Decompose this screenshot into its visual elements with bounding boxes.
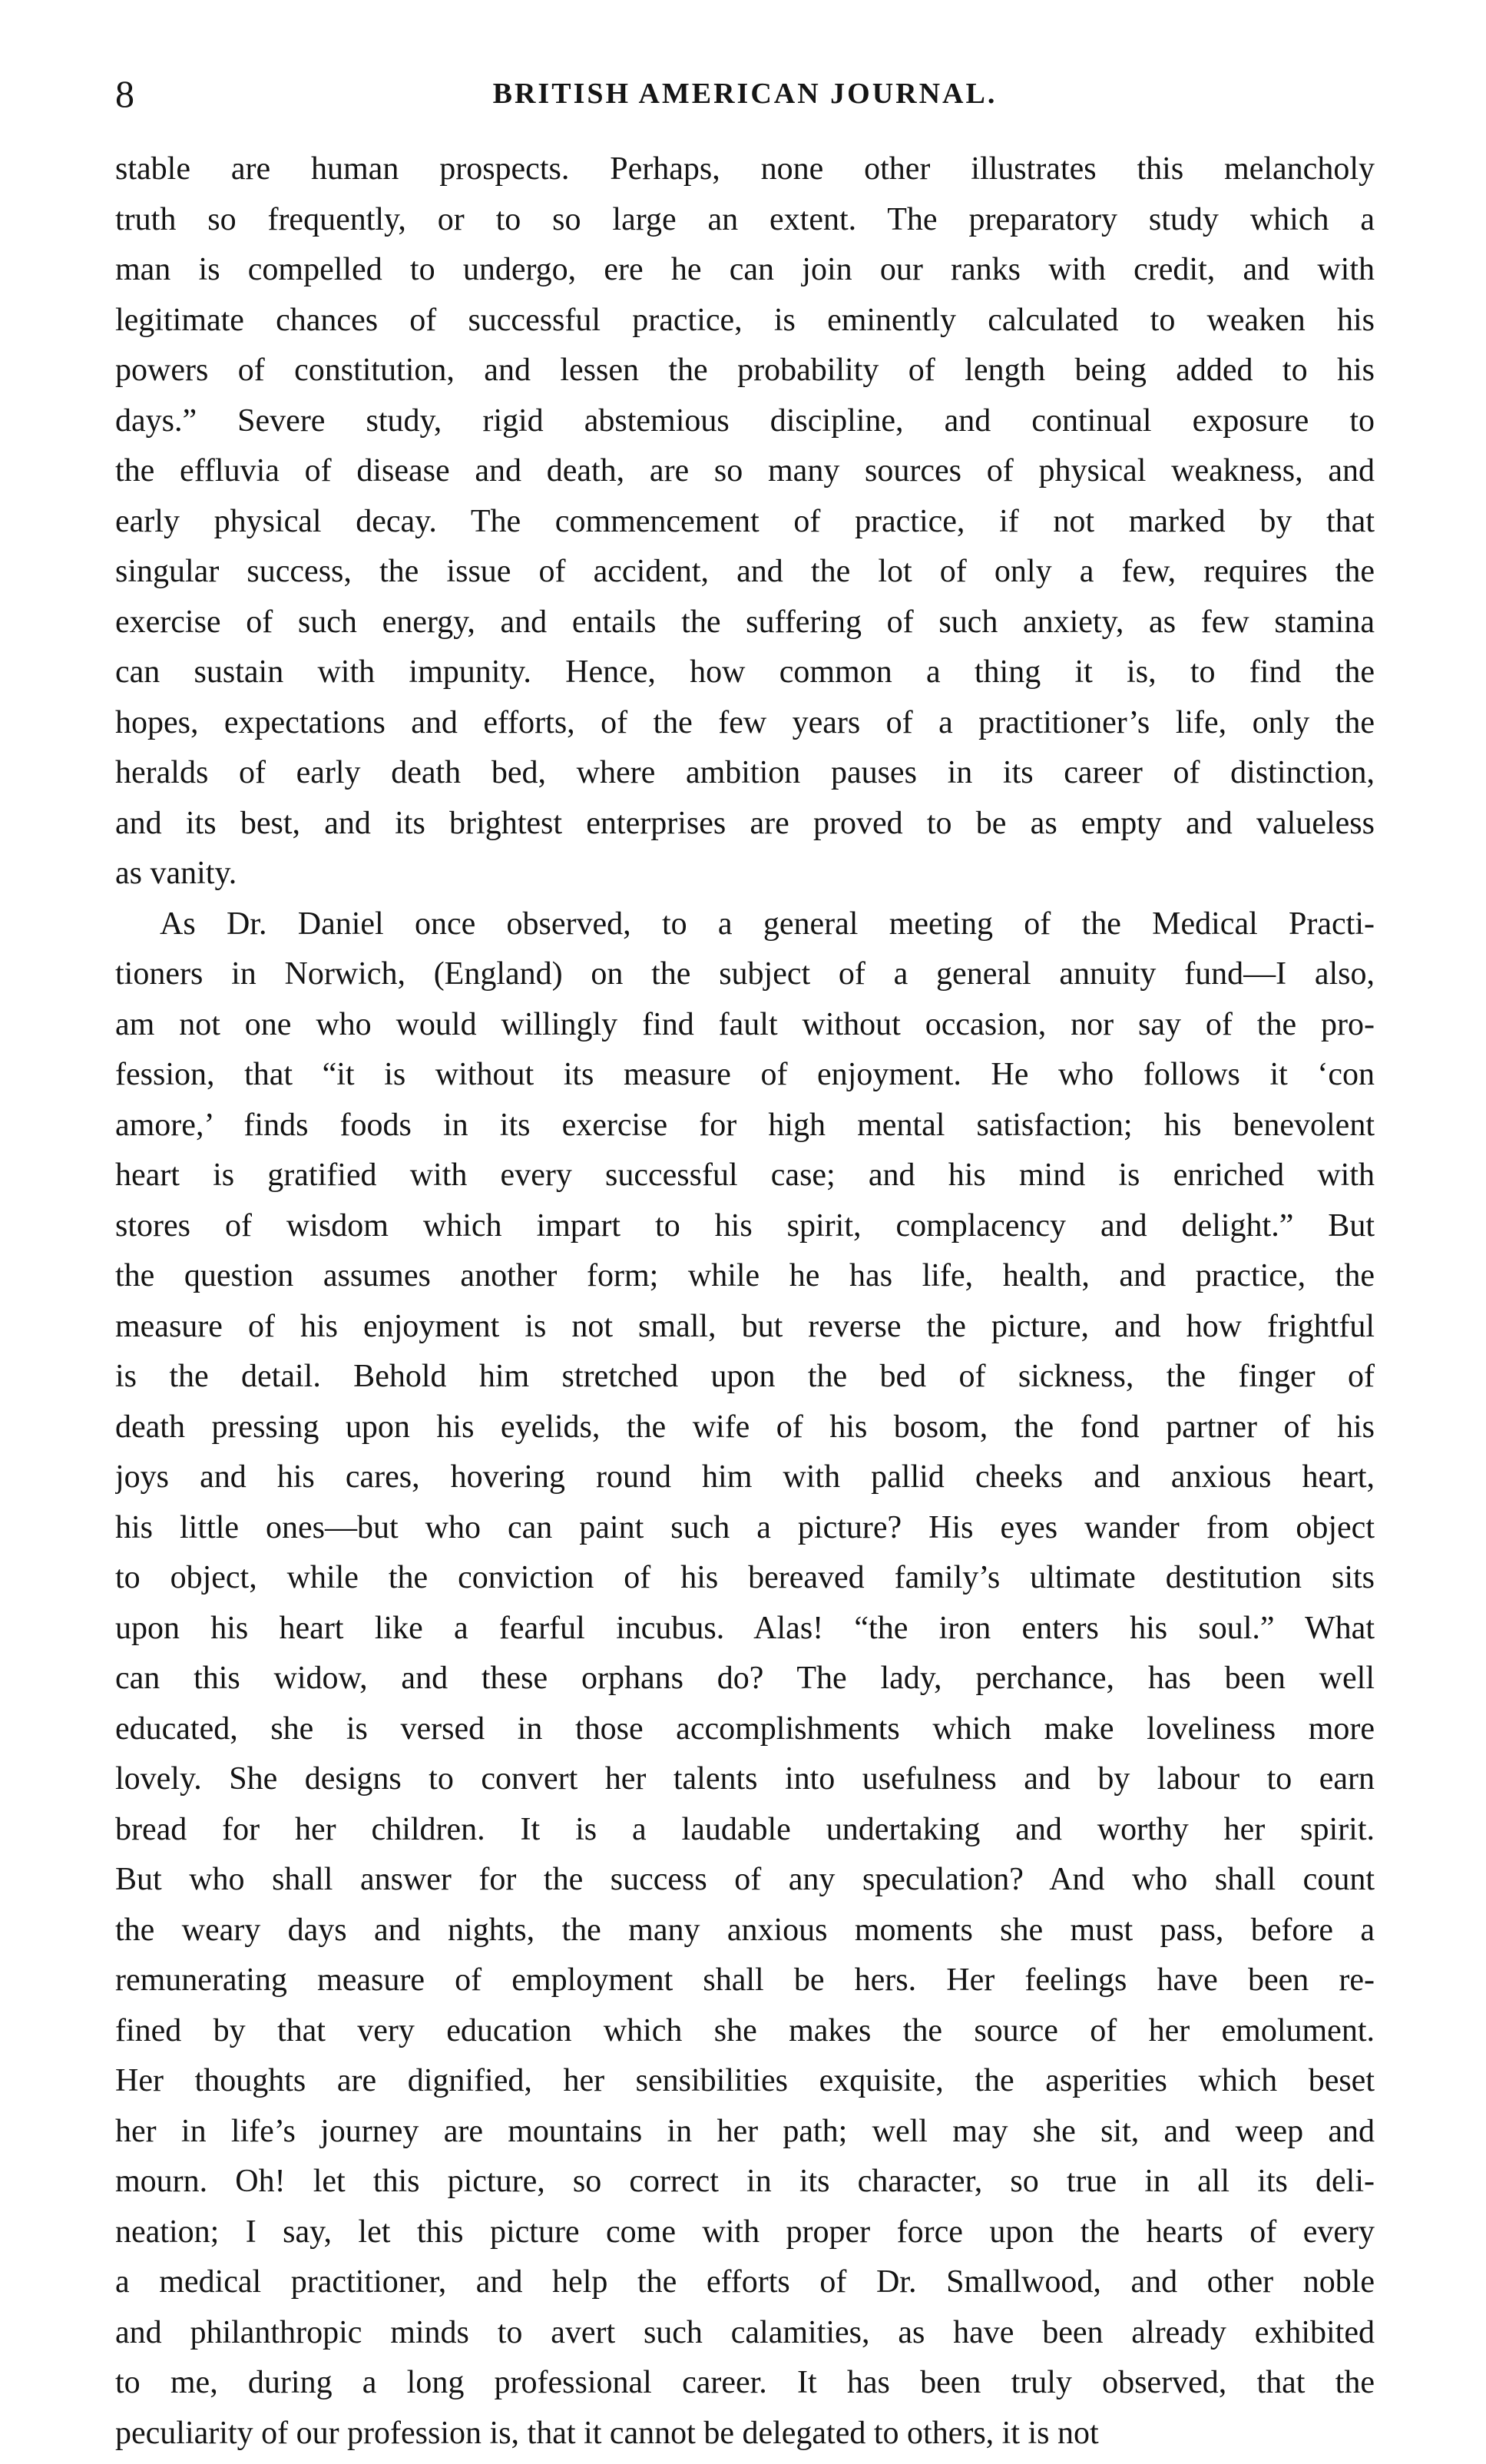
text-line: remunerating measure of employment shall be hers. Her feelings have been re- — [115, 1962, 1375, 1998]
text-line: measure of his enjoyment is not small, but reverse the picture, and how frightful — [115, 1308, 1375, 1344]
page-header — [115, 71, 1375, 117]
text-line: death pressing upon his eyelids, the wife of his bosom, the fond partner of his — [115, 1409, 1375, 1445]
text-line: days.” Severe study, rigid abstemious discipline, and continual exposure to — [115, 402, 1375, 439]
text-line: can this widow, and these orphans do? The lady, perchance, has been well — [115, 1661, 1375, 1696]
text-line: stores of wisdom which impart to his spirit, complacency and delight.” But — [115, 1207, 1375, 1244]
text-line: joys and his cares, hovering round him with pallid cheeks and anxious heart, — [115, 1459, 1375, 1495]
text-line: early physical decay. The commencement of practice, if not marked by that — [115, 503, 1375, 539]
paragraph — [115, 144, 1375, 899]
text-line: powers of constitution, and lessen the probability of length being added to his — [115, 353, 1375, 388]
text-line: legitimate chances of successful practice, is eminently calculated to weaken his — [115, 302, 1375, 338]
text-line: fession, that “it is without its measure of enjoyment. He who follows it ‘con — [115, 1057, 1375, 1092]
text-line: exercise of such energy, and entails the suffering of such anxiety, as few stamina — [115, 604, 1375, 640]
text-line: to object, while the conviction of his bereaved family’s ultimate destitution sits — [115, 1560, 1375, 1595]
text-line: heralds of early death bed, where ambition pauses in its career of distinction, — [115, 755, 1375, 790]
text-line: hopes, expectations and efforts, of the few years of a practitioner’s life, only the — [115, 704, 1375, 740]
text-line: tioners in Norwich, (England) on the subject of a general annuity fund—I also, — [115, 956, 1375, 992]
text-line: truth so frequently, or to so large an extent. The preparatory study which a — [115, 201, 1375, 237]
text-line: mourn. Oh! let this picture, so correct in its character, so true in all its deli- — [115, 2164, 1375, 2199]
body-text — [115, 144, 1375, 2459]
text-line: the question assumes another form; while he has life, health, and practice, the — [115, 1258, 1375, 1293]
text-line: and philanthropic minds to avert such calamities, as have been already exhibited — [115, 2314, 1375, 2350]
text-line: peculiarity of our profession is, that it cannot be delegated to others, it is not — [115, 2415, 1099, 2451]
text-line: lovely. She designs to convert her talents into usefulness and by labour to earn — [115, 1761, 1375, 1797]
text-line: But who shall answer for the success of any speculation? And who shall count — [115, 1862, 1375, 1897]
text-line: can sustain with impunity. Hence, how common a thing it is, to find the — [115, 654, 1375, 690]
text-line: neation; I say, let this picture come with proper force upon the hearts of every — [115, 2214, 1375, 2250]
text-line: upon his heart like a fearful incubus. Alas! “the iron enters his soul.” What — [115, 1610, 1375, 1646]
text-line: the weary days and nights, the many anxious moments she must pass, before a — [115, 1912, 1375, 1948]
text-line: am not one who would willingly find fault without occasion, nor say of the pro- — [115, 1006, 1375, 1042]
paragraph — [115, 899, 1375, 2459]
text-line: as vanity. — [115, 856, 237, 891]
text-line: As Dr. Daniel once observed, to a general meeting of the Medical Practi- — [160, 906, 1375, 942]
text-line: educated, she is versed in those accomplishments which make loveliness more — [115, 1711, 1375, 1747]
text-line: stable are human prospects. Perhaps, none other illustrates this melancholy — [115, 151, 1375, 187]
text-line: fined by that very education which she makes the source of her emolument. — [115, 2012, 1375, 2048]
text-line: his little ones—but who can paint such a picture? His eyes wander from object — [115, 1509, 1375, 1545]
text-line: her in life’s journey are mountains in her path; well may she sit, and weep and — [115, 2113, 1375, 2149]
text-line: is the detail. Behold him stretched upon the bed of sickness, the finger of — [115, 1359, 1375, 1394]
text-line: Her thoughts are dignified, her sensibilities exquisite, the asperities which beset — [115, 2063, 1375, 2098]
text-line: the effluvia of disease and death, are so many sources of physical weakness, and — [115, 453, 1375, 488]
text-line: amore,’ finds foods in its exercise for high mental satisfaction; his benevolent — [115, 1107, 1375, 1143]
text-line: bread for her children. It is a laudable undertaking and worthy her spirit. — [115, 1811, 1375, 1847]
text-line: heart is gratified with every successful case; and his mind is enriched with — [115, 1157, 1375, 1193]
page-number: 8 — [115, 72, 134, 115]
text-line: singular success, the issue of accident, and the lot of only a few, requires the — [115, 554, 1375, 589]
text-line: and its best, and its brightest enterprises are proved to be as empty and valueless — [115, 805, 1375, 841]
text-line: to me, during a long professional career. It has been truly observed, that the — [115, 2365, 1375, 2400]
text-line: man is compelled to undergo, ere he can join our ranks with credit, and with — [115, 252, 1375, 287]
running-title: BRITISH AMERICAN JOURNAL. — [492, 78, 998, 110]
text-line: a medical practitioner, and help the efforts of Dr. Smallwood, and other noble — [115, 2264, 1375, 2300]
